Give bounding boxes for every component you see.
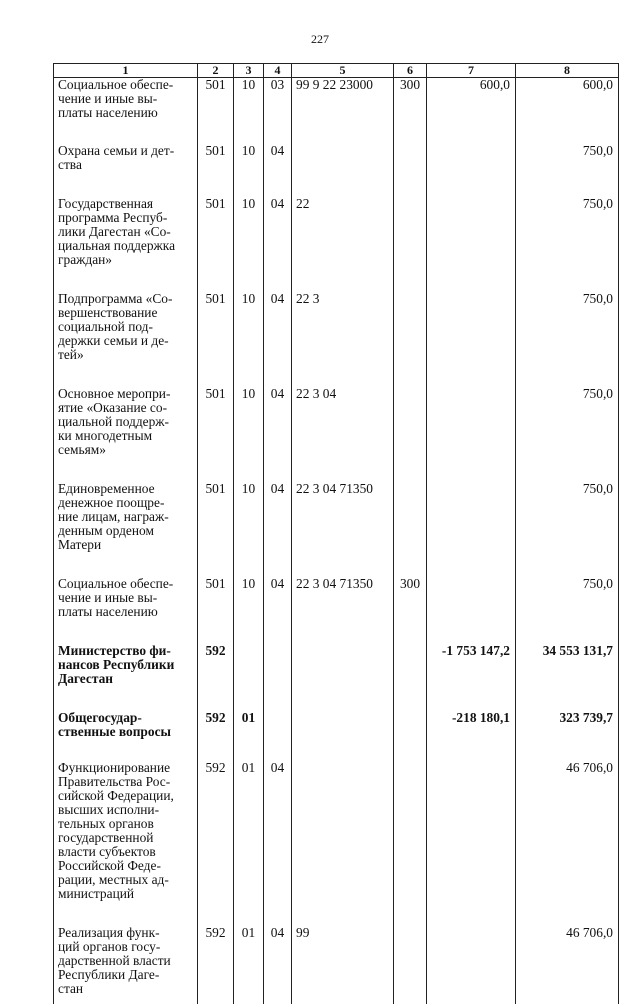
total-amount-cell: 750,0 <box>516 482 619 577</box>
section-cell: 10 <box>234 197 264 292</box>
row-name-cell: Общегосудар- ственные вопросы <box>54 711 198 761</box>
total-amount-cell: 34 553 131,7 <box>516 644 619 711</box>
expense-type-cell <box>394 197 427 292</box>
column-header: 8 <box>516 64 619 78</box>
table-row <box>54 577 619 644</box>
expense-type-cell: 300 <box>394 577 427 644</box>
target-article-cell: 22 3 <box>292 292 394 387</box>
change-amount-cell <box>427 292 516 387</box>
section-cell: 10 <box>234 387 264 482</box>
total-amount-cell: 750,0 <box>516 292 619 387</box>
admin-code-cell: 592 <box>198 644 234 711</box>
target-article-cell: 22 3 04 71350 <box>292 577 394 644</box>
column-header: 3 <box>234 64 264 78</box>
admin-code-cell: 501 <box>198 577 234 644</box>
expense-type-cell <box>394 292 427 387</box>
change-amount-cell: -1 753 147,2 <box>427 644 516 711</box>
target-article-cell <box>292 644 394 711</box>
row-name-cell: Подпрограмма «Со- вершенствование социальной под- держки семьи и де- тей» <box>54 292 198 387</box>
row-name-cell: Государственная программа Респуб- лики Дагестан «Со- циальная поддержка граждан» <box>54 197 198 292</box>
table-row <box>54 78 619 145</box>
column-header: 7 <box>427 64 516 78</box>
row-name-cell: Охрана семьи и дет- ства <box>54 144 198 197</box>
row-name-cell: Реализация функ- ций органов госу- дарственной власти Республики Даге- стан <box>54 926 198 1004</box>
subsection-cell <box>264 644 292 711</box>
total-amount-cell: 750,0 <box>516 387 619 482</box>
table-row <box>54 292 619 387</box>
section-cell: 10 <box>234 78 264 145</box>
change-amount-cell <box>427 482 516 577</box>
row-name-cell: Основное меропри- ятие «Оказание со- циальной поддерж- ки многодетным семьям» <box>54 387 198 482</box>
total-amount-cell: 46 706,0 <box>516 761 619 926</box>
total-amount-cell: 323 739,7 <box>516 711 619 761</box>
row-name-cell: Социальное обеспе- чение и иные вы- платы населению <box>54 78 198 145</box>
total-amount-cell: 750,0 <box>516 197 619 292</box>
target-article-cell: 99 9 22 23000 <box>292 78 394 145</box>
table-body <box>54 78 619 1004</box>
row-name-cell: Социальное обеспе- чение и иные вы- платы населению <box>54 577 198 644</box>
target-article-cell <box>292 144 394 197</box>
column-header: 6 <box>394 64 427 78</box>
subsection-cell: 04 <box>264 577 292 644</box>
change-amount-cell <box>427 387 516 482</box>
total-amount-cell: 750,0 <box>516 144 619 197</box>
column-header: 4 <box>264 64 292 78</box>
section-cell: 01 <box>234 761 264 926</box>
subsection-cell: 04 <box>264 761 292 926</box>
section-cell: 01 <box>234 711 264 761</box>
total-amount-cell: 750,0 <box>516 577 619 644</box>
subsection-cell: 04 <box>264 482 292 577</box>
row-name-cell: Функционирование Правительства Рос- сийской Федерации, высших исполни- тельных органов государственной власти субъектов Российской Феде- рации, местных ад- министраций <box>54 761 198 926</box>
change-amount-cell <box>427 197 516 292</box>
target-article-cell <box>292 761 394 926</box>
subsection-cell: 04 <box>264 926 292 1004</box>
subsection-cell: 04 <box>264 144 292 197</box>
column-header: 1 <box>54 64 198 78</box>
row-name-cell: Министерство фи- нансов Республики Дагестан <box>54 644 198 711</box>
admin-code-cell: 501 <box>198 144 234 197</box>
expense-type-cell <box>394 761 427 926</box>
section-cell: 10 <box>234 144 264 197</box>
table-row <box>54 926 619 1004</box>
target-article-cell: 99 <box>292 926 394 1004</box>
table-row <box>54 144 619 197</box>
subsection-cell: 04 <box>264 387 292 482</box>
table-row <box>54 482 619 577</box>
subsection-cell: 03 <box>264 78 292 145</box>
section-cell: 10 <box>234 482 264 577</box>
target-article-cell: 22 3 04 71350 <box>292 482 394 577</box>
table-row <box>54 387 619 482</box>
table-row <box>54 761 619 926</box>
change-amount-cell <box>427 926 516 1004</box>
target-article-cell: 22 <box>292 197 394 292</box>
expense-type-cell <box>394 711 427 761</box>
table-header-row <box>54 64 619 78</box>
admin-code-cell: 592 <box>198 761 234 926</box>
budget-table <box>53 63 619 1004</box>
admin-code-cell: 501 <box>198 78 234 145</box>
expense-type-cell <box>394 387 427 482</box>
subsection-cell: 04 <box>264 197 292 292</box>
admin-code-cell: 501 <box>198 292 234 387</box>
expense-type-cell <box>394 926 427 1004</box>
row-name-cell: Единовременное денежное поощре- ние лицам, награж- денным орденом Матери <box>54 482 198 577</box>
target-article-cell: 22 3 04 <box>292 387 394 482</box>
change-amount-cell <box>427 577 516 644</box>
change-amount-cell <box>427 144 516 197</box>
expense-type-cell <box>394 644 427 711</box>
section-cell: 10 <box>234 577 264 644</box>
section-cell: 01 <box>234 926 264 1004</box>
section-cell: 10 <box>234 292 264 387</box>
admin-code-cell: 592 <box>198 926 234 1004</box>
admin-code-cell: 501 <box>198 197 234 292</box>
page-number: 227 <box>0 32 640 47</box>
change-amount-cell: -218 180,1 <box>427 711 516 761</box>
change-amount-cell <box>427 761 516 926</box>
total-amount-cell: 600,0 <box>516 78 619 145</box>
section-cell <box>234 644 264 711</box>
change-amount-cell: 600,0 <box>427 78 516 145</box>
expense-type-cell: 300 <box>394 78 427 145</box>
column-header: 2 <box>198 64 234 78</box>
column-header: 5 <box>292 64 394 78</box>
total-amount-cell: 46 706,0 <box>516 926 619 1004</box>
admin-code-cell: 501 <box>198 387 234 482</box>
expense-type-cell <box>394 144 427 197</box>
subsection-cell <box>264 711 292 761</box>
table-row <box>54 644 619 711</box>
table-row <box>54 197 619 292</box>
admin-code-cell: 501 <box>198 482 234 577</box>
table-row <box>54 711 619 761</box>
expense-type-cell <box>394 482 427 577</box>
subsection-cell: 04 <box>264 292 292 387</box>
admin-code-cell: 592 <box>198 711 234 761</box>
target-article-cell <box>292 711 394 761</box>
